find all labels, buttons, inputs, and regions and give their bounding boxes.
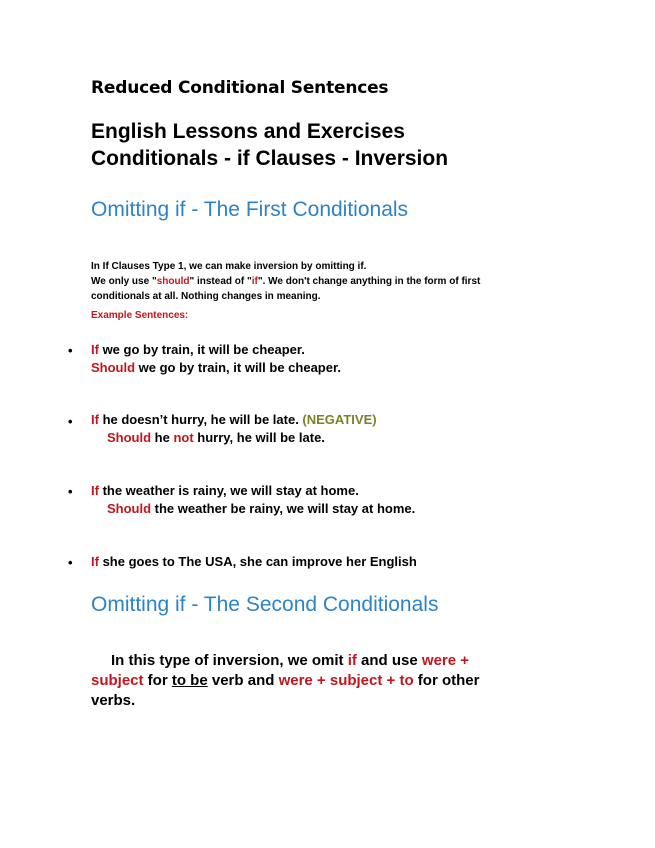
keyword-if: If [91,412,99,427]
example-text: hurry, he will be late. [193,430,325,445]
example-line [91,359,571,377]
bullet-icon: • [68,555,73,570]
intro-line-1: In If Clauses Type 1, we can make inversion by omitting if. [91,261,367,272]
keyword-if: If [91,483,99,498]
document-title: Reduced Conditional Sentences [91,78,389,98]
second-conditional-paragraph [91,651,551,711]
underlined-to-be: to be [171,672,208,689]
example-text: she goes to The USA, she can improve her English [98,554,417,569]
example-line [91,482,571,500]
keyword-should: Should [91,360,136,375]
para-text: for [143,672,172,689]
keyword-if: If [91,342,99,357]
lesson-heading [91,118,611,172]
intro-text: " instead of " [189,276,252,287]
example-item-2 [91,411,571,447]
example-line [91,411,571,429]
example-text: the weather be rainy, we will stay at home. [151,501,416,516]
bullet-icon: • [68,414,73,429]
example-item-1 [91,341,571,377]
keyword-if: if [251,276,258,287]
keyword-if: if [347,652,357,669]
example-line [91,429,571,447]
example-sentences-label: Example Sentences: [91,310,189,321]
para-text: for other [413,672,480,689]
example-text: we go by train, it will be cheaper. [135,360,341,375]
example-item-3 [91,482,571,518]
para-text: verb and [207,672,279,689]
intro-line-3: conditionals at all. Nothing changes in meaning. [91,291,321,302]
keyword-not: not [173,430,194,445]
intro-line-2 [91,274,561,289]
example-text: we go by train, it will be cheaper. [98,342,305,357]
bullet-icon: • [68,484,73,499]
keyword-were-plus: were + [421,652,470,669]
keyword-subject: subject [91,672,144,689]
para-text: In this type of inversion, we omit [111,652,348,669]
example-text: he doesn’t hurry, he will be late. [98,412,303,427]
example-line [91,500,571,518]
lesson-heading-line-2: Conditionals - if Clauses - Inversion [91,147,449,170]
example-item-4 [91,553,571,571]
keyword-should: Should [107,501,152,516]
bullet-icon: • [68,343,73,358]
intro-text: We only use " [91,276,157,287]
keyword-were-subject-to: were + subject + to [278,672,414,689]
example-line [91,553,571,571]
para-line-1 [91,651,551,671]
negative-note: (NEGATIVE) [302,412,377,427]
section-heading-second-conditionals: Omitting if - The Second Conditionals [91,593,439,616]
example-line [91,341,571,359]
intro-text: ". We don't change anything in the form of first [257,276,481,287]
lesson-heading-line-1: English Lessons and Exercises [91,120,405,143]
example-text: he [151,430,174,445]
section-heading-first-conditionals: Omitting if - The First Conditionals [91,198,409,221]
intro-paragraph [91,259,561,304]
example-text: the weather is rainy, we will stay at home. [98,483,359,498]
keyword-if: If [91,554,99,569]
para-text: and use [356,652,422,669]
para-line-2 [91,671,551,691]
para-line-3: verbs. [91,692,136,709]
keyword-should: Should [107,430,152,445]
keyword-should: should [156,276,190,287]
